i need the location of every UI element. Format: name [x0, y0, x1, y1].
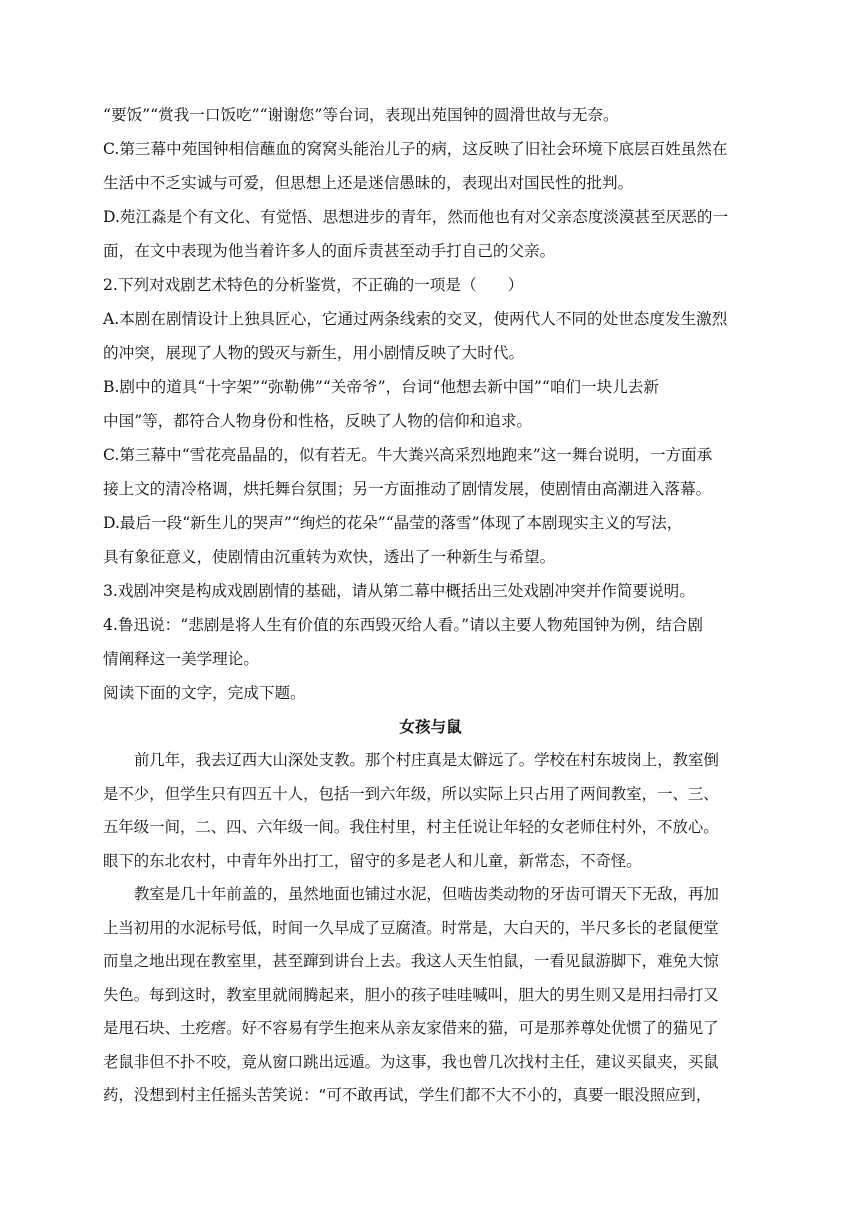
paragraph-line: 失色。每到这时，教室里就闹腾起来，胆小的孩子哇哇喊叫，胆大的男生则又是用扫帚打又	[103, 985, 719, 1004]
question-line: 的冲突，展现了人物的毁灭与新生，用小剧情反映了大时代。	[103, 344, 525, 362]
questions-section	[103, 98, 758, 710]
paragraph-line: 是不少，但学生只有四五十人，包括一到六年级，所以实际上只占用了两间教室，一、三、	[103, 784, 719, 803]
article-paragraph-1	[103, 744, 758, 878]
paragraph-line: 是甩石块、土疙瘩。好不容易有学生抱来从亲友家借来的猫，可是那养尊处优惯了的猫见了	[103, 1019, 719, 1037]
paragraph-line: 上当初用的水泥标号低，时间一久早成了豆腐渣。时常是，大白天的，半尺多长的老鼠便堂	[103, 918, 719, 937]
question-line: 生活中不乏实诚与可爱，但思想上还是迷信愚昧的，表现出对国民性的批判。	[103, 174, 634, 192]
question-line: 接上文的清冷格调，烘托舞台氛围；另一方面推动了剧情发展，使剧情由高潮进入落幕。	[103, 480, 712, 498]
question-line: C.第三幕中苑国钟相信蘸血的窝窝头能治儿子的病，这反映了旧社会环境下底层百姓虽然在	[103, 140, 728, 158]
question-line: 4.鲁迅说：“悲剧是将人生有价值的东西毁灭给人看。”请以主要人物苑国钟为例，结合剧	[103, 616, 703, 634]
paragraph-line: 眼下的东北农村，中青年外出打工，留守的多是老人和儿童，新常态，不奇怪。	[103, 851, 642, 870]
question-line: 阅读下面的文字，完成下题。	[103, 684, 306, 702]
paragraph-line: 前几年，我去辽西大山深处支教。那个村庄真是太僻远了。学校在村东坡岗上，教室倒	[134, 751, 719, 769]
paragraph-line: 老鼠非但不扑不咬，竟从窗口跳出远遁。为这事，我也曾几次找村主任，建议买鼠夹，买鼠	[103, 1052, 719, 1071]
question-line: 2.下列对戏剧艺术特色的分析鉴赏，不正确的一项是（ ）	[103, 276, 524, 294]
paragraph-line: 而皇之地出现在教室里，甚至蹿到讲台上去。我这人天生怕鼠，一看见鼠游脚下，难免大惊	[103, 952, 719, 970]
question-line: D.苑江淼是个有文化、有觉悟、思想进步的青年，然而他也有对父亲态度淡漠甚至厌恶的一	[103, 208, 729, 226]
question-line: “要饭”“赏我一口饭吃”“谢谢您”等台词，表现出苑国钟的圆滑世故与无奈。	[103, 106, 619, 124]
question-line: 3.戏剧冲突是构成戏剧剧情的基础，请从第二幕中概括出三处戏剧冲突并作简要说明。	[103, 582, 695, 600]
paragraph-line: 教室是几十年前盖的，虽然地面也铺过水泥，但啮齿类动物的牙齿可谓天下无敌，再加	[134, 885, 719, 903]
paragraph-line: 五年级一间，二、四、六年级一间。我住村里，村主任说让年轻的女老师住村外，不放心。	[103, 818, 719, 836]
article-paragraph-2	[103, 878, 758, 1113]
question-line: 情阐释这一美学理论。	[103, 650, 259, 668]
question-line: 面，在文中表现为他当着许多人的面斥责甚至动手打自己的父亲。	[103, 242, 556, 260]
question-line: A.本剧在剧情设计上独具匠心，它通过两条线索的交叉，使两代人不同的处世态度发生激烈	[103, 310, 728, 328]
question-line: D.最后一段“新生儿的哭声”“绚烂的花朵”“晶莹的落雪”体现了本剧现实主义的写法，	[103, 514, 683, 532]
question-line: 具有象征意义，使剧情由沉重转为欢快，透出了一种新生与希望。	[103, 548, 556, 566]
question-line: B.剧中的道具“十字架”“弥勒佛”“关帝爷”，台词“他想去新中国”“咱们一块儿去新	[103, 378, 659, 396]
question-line: C.第三幕中“雪花亮晶晶的，似有若无。牛大粪兴高采烈地跑来”这一舞台说明，一方面承	[103, 446, 713, 464]
article-title: 女孩与鼠	[399, 717, 462, 736]
question-line: 中国”等，都符合人物身份和性格，反映了人物的信仰和追求。	[103, 412, 533, 430]
paragraph-line: 药，没想到村主任摇头苦笑说：“可不敢再试，学生们都不大不小的，真要一眼没照应到，	[103, 1086, 712, 1104]
